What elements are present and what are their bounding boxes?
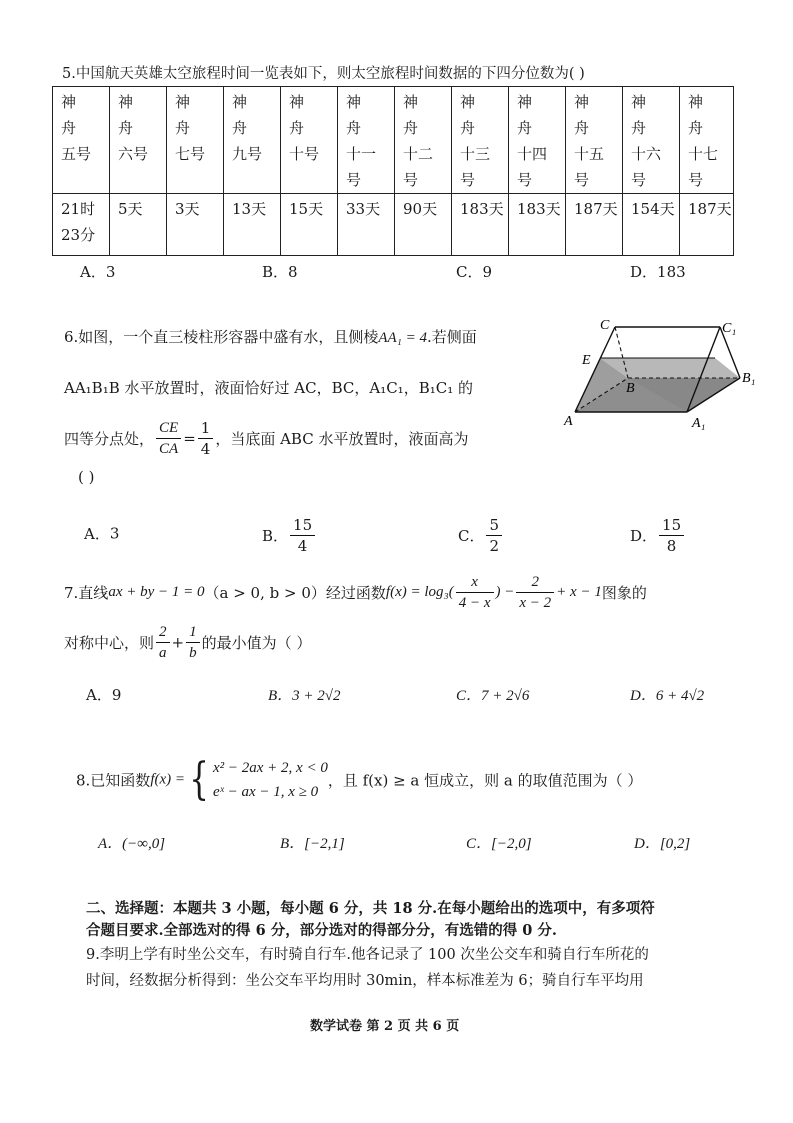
table-header-cell: 神 舟 十三 号 — [452, 87, 509, 194]
label-a1: A₁ — [692, 416, 706, 431]
page-footer: 数学试卷 第 2 页 共 6 页 — [310, 1019, 460, 1034]
q6-line3: 四等分点处， $\frac{CE}{CA}$ = $\frac{1}{4}$ ，当底面 ABC 水平放置时，液面高为 — [64, 419, 469, 458]
label-c: C — [600, 318, 610, 333]
q7-option-b[interactable]: B．3 + 2√2 — [268, 688, 341, 704]
table-value-cell: 33天 — [338, 194, 395, 256]
table-value-cell: 13天 — [224, 194, 281, 256]
table-value-cell: 3天 — [167, 194, 224, 256]
q6-option-c[interactable]: C． $\frac{5}{2}$ — [458, 515, 504, 556]
q9-line2: 时间，经数据分析得到：坐公交车平均用时 30min，样本标准差为 6；骑自行车平均用 — [86, 973, 644, 989]
q5-option-c[interactable]: C．9 — [456, 263, 493, 281]
q5-option-a[interactable]: A．3 — [80, 263, 116, 281]
q8-option-a[interactable]: A．(−∞,0] — [98, 836, 166, 852]
q5-option-d[interactable]: D．183 — [630, 263, 686, 281]
spaceflight-table — [52, 86, 734, 256]
q6-option-d[interactable]: D． $\frac{15}{8}$ — [630, 515, 686, 556]
table-header-cell: 神 舟 十七 号 — [680, 87, 734, 194]
q8-stem: 8.已知函数f(x) ={ x² − 2ax + 2, x < 0 eˣ − ax − 1, x ≥ 0 ，且 f(x) ≥ a 恒成立，则 a 的取值范围为（ ） — [76, 754, 643, 805]
q7-option-a[interactable]: A．9 — [86, 686, 122, 704]
q7-line2: 对称中心，则 $\frac{2}{a}$ + $\frac{1}{b}$ 的最小值为（ ） — [64, 624, 312, 661]
table-value-cell: 187天 — [680, 194, 734, 256]
label-e: E — [582, 353, 591, 368]
table-header-cell: 神 舟 十号 — [281, 87, 338, 194]
table-value-row — [53, 194, 734, 256]
q8-case2: eˣ − ax − 1, x ≥ 0 — [213, 784, 319, 800]
q8-option-d[interactable]: D．[0,2] — [634, 836, 691, 852]
q8-option-b[interactable]: B．[−2,1] — [280, 836, 345, 852]
q9-line1: 9.李明上学有时坐公交车，有时骑自行车.他各记录了 100 次坐公交车和骑自行车所花的 — [86, 947, 649, 963]
aa1-length: AA₁ = 4 — [378, 330, 427, 346]
q7-line1: 7.直线ax + by − 1 = 0（a > 0, b > 0）经过函数f(x) = log₃( $\frac{x}{4 - x}$ ) − $\frac{2}{x - 2}$ + x − 1图象的 — [64, 574, 647, 611]
prism-figure — [560, 312, 765, 437]
label-a: A — [564, 414, 573, 429]
q8-case1: x² − 2ax + 2, x < 0 — [213, 760, 328, 776]
q8-option-c[interactable]: C．[−2,0] — [466, 836, 532, 852]
table-header-cell: 神 舟 九号 — [224, 87, 281, 194]
table-header-cell: 神 舟 七号 — [167, 87, 224, 194]
table-value-cell: 5天 — [110, 194, 167, 256]
table-header-cell: 神 舟 五号 — [53, 87, 110, 194]
section2-line2: 合题目要求.全部选对的得 6 分，部分选对的得部分分，有选错的得 0 分. — [86, 922, 557, 939]
section2-line1: 二、选择题：本题共 3 小题，每小题 6 分，共 18 分.在每小题给出的选项中，有多项符 — [86, 900, 655, 917]
q5-stem: 5.中国航天英雄太空旅程时间一览表如下，则太空旅程时间数据的下四分位数为( ) — [62, 66, 585, 82]
table-header-row — [53, 87, 734, 194]
q7-option-d[interactable]: D．6 + 4√2 — [630, 688, 705, 704]
table-header-cell: 神 舟 十二 号 — [395, 87, 452, 194]
label-b: B — [626, 381, 635, 396]
table-header-cell: 神 舟 十六 号 — [623, 87, 680, 194]
q6-option-b[interactable]: B． $\frac{15}{4}$ — [262, 515, 317, 556]
table-header-cell: 神 舟 十一 号 — [338, 87, 395, 194]
table-header-cell: 神 舟 十四 号 — [509, 87, 566, 194]
table-value-cell: 187天 — [566, 194, 623, 256]
table-value-cell: 183天 — [452, 194, 509, 256]
table-value-cell: 21时23分 — [53, 194, 110, 256]
q6-line1: 6.如图，一个直三棱柱形容器中盛有水，且侧棱AA₁ = 4.若侧面 — [64, 328, 477, 346]
q7-option-c[interactable]: C．7 + 2√6 — [456, 688, 530, 704]
label-c1: C₁ — [722, 321, 737, 336]
q5-option-b[interactable]: B．8 — [262, 263, 298, 281]
table-value-cell: 154天 — [623, 194, 680, 256]
q6-line2: AA₁B₁B 水平放置时，液面恰好过 AC，BC，A₁C₁，B₁C₁ 的 — [64, 379, 473, 397]
q6-answer-paren: ( ) — [78, 468, 95, 486]
q6-option-a[interactable]: A．3 — [84, 524, 120, 543]
table-header-cell: 神 舟 六号 — [110, 87, 167, 194]
table-header-cell: 神 舟 十五 号 — [566, 87, 623, 194]
table-value-cell: 183天 — [509, 194, 566, 256]
label-b1: B₁ — [742, 371, 756, 386]
table-value-cell: 15天 — [281, 194, 338, 256]
table-value-cell: 90天 — [395, 194, 452, 256]
